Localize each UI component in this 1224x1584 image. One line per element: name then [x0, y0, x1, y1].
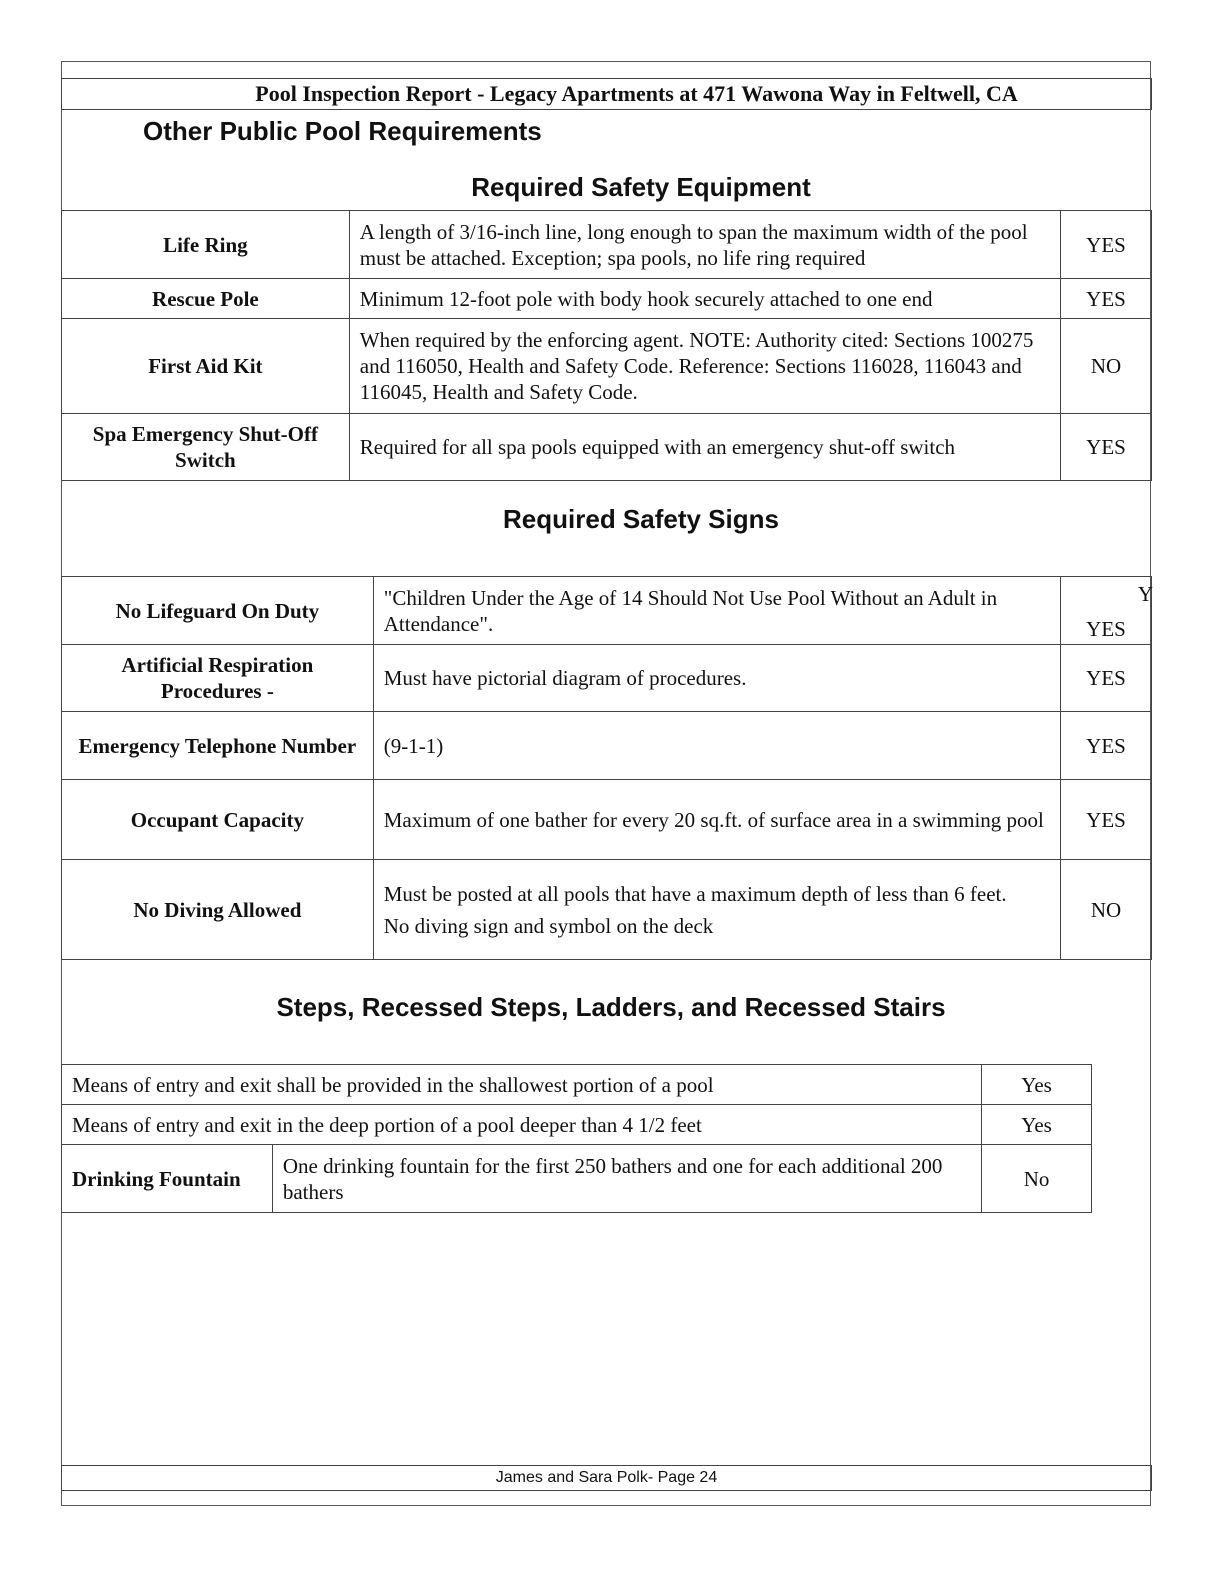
status-value: YES: [1061, 211, 1152, 279]
requirement-text: "Children Under the Age of 14 Should Not Use Pool Without an Adult in Attendance".: [373, 577, 1060, 645]
status-value: YES: [1061, 414, 1152, 481]
table-row: [62, 645, 1152, 712]
table-row: [62, 1145, 1092, 1213]
report-title: Pool Inspection Report - Legacy Apartments at 471 Wawona Way in Feltwell, CA: [255, 81, 1018, 106]
status-value: YES: [1061, 645, 1152, 712]
equipment-title: Required Safety Equipment: [471, 172, 811, 202]
report-header: [61, 78, 1152, 110]
status-value: No: [982, 1145, 1092, 1213]
table-row: [62, 279, 1152, 319]
steps-table: [61, 1064, 1092, 1213]
status-value: Yes: [982, 1105, 1092, 1145]
item-label: No Diving Allowed: [62, 860, 374, 960]
requirement-text: Maximum of one bather for every 20 sq.ft. of surface area in a swimming pool: [373, 780, 1060, 860]
item-label: No Lifeguard On Duty: [62, 577, 374, 645]
table-row: [62, 712, 1152, 780]
status-value: YES: [1061, 712, 1152, 780]
requirement-text: (9-1-1): [373, 712, 1060, 780]
requirement-text: Must be posted at all pools that have a maximum depth of less than 6 feet.: [383, 881, 1007, 906]
status-value: NO: [1061, 319, 1152, 414]
requirement-text: Minimum 12-foot pole with body hook securely attached to one end: [349, 279, 1060, 319]
table-row: [62, 414, 1152, 481]
table-row: [62, 211, 1152, 279]
item-label: Emergency Telephone Number: [62, 712, 374, 780]
table-row: [62, 1065, 1092, 1105]
requirement-text: No diving sign and symbol on the deck: [383, 913, 714, 938]
page-heading: Other Public Pool Requirements: [143, 116, 542, 146]
table-row: [62, 319, 1152, 414]
status-value: YES: [1061, 279, 1152, 319]
item-label: Rescue Pole: [62, 279, 350, 319]
requirement-text: Required for all spa pools equipped with an emergency shut-off switch: [349, 414, 1060, 481]
requirement-text: One drinking fountain for the first 250 bathers and one for each additional 200 bathers: [272, 1145, 981, 1213]
table-row: [62, 780, 1152, 860]
status-value: YES: [1061, 780, 1152, 860]
requirement-cell: [373, 860, 1060, 960]
footer-text: James and Sara Polk- Page 24: [495, 1469, 718, 1486]
item-label: Drinking Fountain: [62, 1145, 273, 1213]
requirement-text: Must have pictorial diagram of procedures.: [373, 645, 1060, 712]
table-row: [62, 860, 1152, 960]
page-footer: [61, 1465, 1152, 1491]
signs-title: Required Safety Signs: [503, 504, 779, 534]
status-text: YES: [1086, 617, 1126, 641]
status-value: Yes: [982, 1065, 1092, 1105]
item-label: Life Ring: [62, 211, 350, 279]
requirement-text: A length of 3/16-inch line, long enough to span the maximum width of the pool must be attached. Exception; spa pools, no life ring required: [349, 211, 1060, 279]
steps-title: Steps, Recessed Steps, Ladders, and Recessed Stairs: [276, 992, 946, 1022]
table-row: [62, 577, 1152, 645]
requirement-text: When required by the enforcing agent. NOTE: Authority cited: Sections 100275 and 116050, Health and Safety Code. Reference: Sections 116028, 116043 and 116045, Health and Safety Code.: [349, 319, 1060, 414]
table-row: [62, 1105, 1092, 1145]
requirement-text: Means of entry and exit in the deep portion of a pool deeper than 4 1/2 feet: [62, 1105, 982, 1145]
stray-glyph: Y: [1137, 582, 1153, 606]
status-value: NO: [1061, 860, 1152, 960]
item-label: Artificial Respiration Procedures -: [62, 645, 374, 712]
item-label: Occupant Capacity: [62, 780, 374, 860]
signs-table: [61, 576, 1152, 960]
item-label: First Aid Kit: [62, 319, 350, 414]
status-value: [1061, 577, 1152, 645]
item-label: Spa Emergency Shut-Off Switch: [62, 414, 350, 481]
equipment-table: [61, 210, 1152, 481]
requirement-text: Means of entry and exit shall be provided in the shallowest portion of a pool: [62, 1065, 982, 1105]
